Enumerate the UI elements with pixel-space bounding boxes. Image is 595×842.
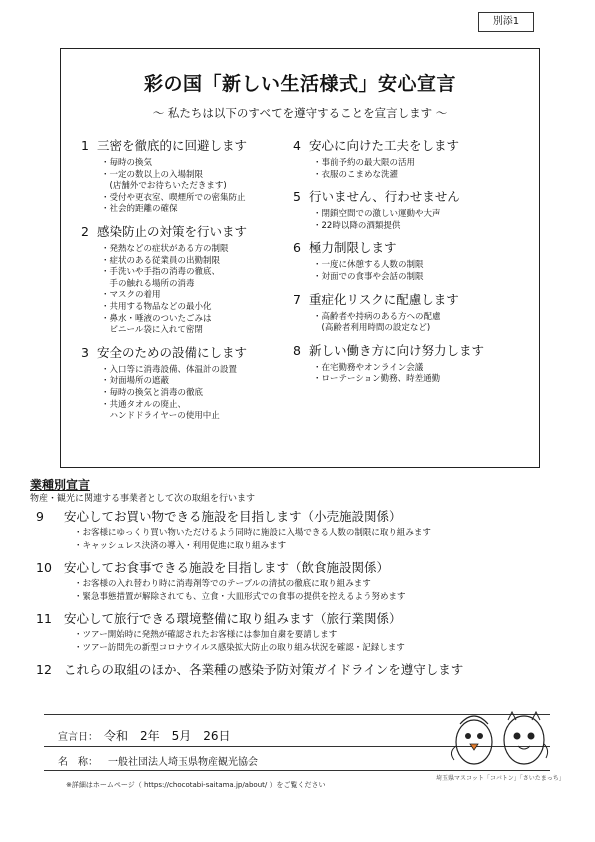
declaration-right-column bbox=[293, 137, 533, 393]
industry-item-number: 9 bbox=[36, 509, 44, 524]
declaration-item-heading-text: 安心に向けた工夫をします bbox=[309, 138, 460, 153]
declaration-item-number: 2 bbox=[81, 223, 89, 239]
declaration-item-4 bbox=[293, 137, 533, 181]
declaration-date bbox=[58, 727, 231, 744]
bullet-item: ・症状のある従業員の出勤制限 bbox=[101, 255, 221, 266]
attachment-tag: 別添1 bbox=[478, 12, 534, 32]
declaration-item-bullets bbox=[293, 158, 533, 181]
declaration-item-heading bbox=[81, 344, 296, 361]
bullet-item: ・対面での食事や会話の制限 bbox=[313, 271, 424, 282]
industry-item-bullets bbox=[30, 578, 570, 604]
declaration-item-heading bbox=[293, 137, 533, 154]
declaration-item-bullets bbox=[293, 312, 533, 335]
industry-item-bullets bbox=[30, 527, 570, 553]
divider-bottom bbox=[44, 770, 550, 771]
declaration-item-number: 5 bbox=[293, 189, 301, 205]
bullet-item: ・高齢者や持病のある方への配慮 bbox=[313, 311, 441, 322]
declarant-label: 名 称： bbox=[58, 757, 98, 768]
declaration-item-number: 7 bbox=[293, 291, 301, 307]
bullet-item: ・マスクの着用 bbox=[101, 290, 161, 301]
bullet-item: ・共用する物品などの最小化 bbox=[101, 301, 212, 312]
industry-section-list bbox=[30, 508, 570, 678]
bullet-item: ・共通タオルの廃止、 bbox=[101, 399, 187, 410]
bullet-item: ・手洗いや手指の消毒の徹底、 bbox=[101, 267, 221, 278]
declaration-item-2 bbox=[81, 223, 296, 337]
declaration-item-5 bbox=[293, 188, 533, 232]
declaration-title: 彩の国「新しい生活様式」安心宣言 bbox=[143, 73, 456, 95]
declaration-item-heading bbox=[293, 188, 533, 205]
bullet-item: ・発熱などの症状がある方の制限 bbox=[101, 243, 229, 254]
declaration-subtitle: ～ 私たちは以下のすべてを遵守することを宣言します ～ bbox=[152, 106, 448, 120]
declaration-item-bullets bbox=[81, 365, 296, 423]
bullet-item: ・お客様の入れ替わり時に消毒剤等でのテーブルの清拭の徹底に取り組みます bbox=[74, 579, 371, 589]
bullet-item: ・社会的距離の確保 bbox=[101, 204, 178, 215]
industry-item-number: 12 bbox=[36, 662, 52, 677]
mascot-caption: 埼玉県マスコット「コバトン」「さいたまっち」 bbox=[436, 775, 565, 782]
bullet-item: ・一度に休憩する人数の制限 bbox=[313, 260, 424, 271]
declaration-item-bullets bbox=[293, 260, 533, 283]
industry-item-heading-text: 安心してお買い物できる施設を目指します（小売施設関係） bbox=[64, 509, 402, 524]
declaration-date-label: 宣言日： bbox=[58, 732, 98, 743]
declarant-name bbox=[58, 753, 258, 768]
bullet-item: ・事前予約の最大限の活用 bbox=[313, 158, 416, 168]
bullet-item: ・毎時の換気と消毒の徹底 bbox=[101, 387, 204, 398]
industry-item-number: 10 bbox=[36, 560, 52, 575]
declaration-item-heading-text: 安全のための設備にします bbox=[97, 344, 248, 360]
industry-item-10 bbox=[30, 559, 570, 604]
industry-item-heading-text: これらの取組のほか、各業種の感染予防対策ガイドラインを遵守します bbox=[64, 662, 464, 677]
bullet-item: ・ツアー訪問先の新型コロナウイルス感染拡大防止の取り組み状況を確認・記録します bbox=[74, 643, 405, 653]
declaration-item-number: 8 bbox=[293, 342, 301, 358]
declaration-item-heading bbox=[293, 239, 533, 256]
declaration-item-number: 3 bbox=[81, 344, 89, 360]
bullet-item: ・お客様にゆっくり買い物いただけるよう同時に施設に入場できる人数の制限に取り組みます bbox=[74, 528, 431, 538]
declaration-item-6 bbox=[293, 239, 533, 283]
declaration-item-1 bbox=[81, 137, 296, 216]
industry-item-number: 11 bbox=[36, 611, 52, 626]
industry-item-11 bbox=[30, 610, 570, 655]
industry-item-heading bbox=[30, 508, 570, 525]
declaration-item-bullets bbox=[293, 363, 533, 386]
industry-heading: 業種別宣言 bbox=[30, 478, 91, 492]
declaration-item-heading-text: 三密を徹底的に回避します bbox=[97, 138, 248, 153]
declaration-item-heading bbox=[293, 342, 533, 359]
industry-intro: 物産・観光に関連する事業者として次の取組を行います bbox=[30, 494, 256, 504]
bullet-item: 手の触れる場所の消毒 bbox=[101, 278, 195, 289]
declaration-item-bullets bbox=[293, 209, 533, 232]
declaration-item-heading-text: 重症化リスクに配慮します bbox=[309, 291, 459, 307]
bullet-item: ビニール袋に入れて密閉 bbox=[101, 325, 203, 336]
declaration-box bbox=[60, 48, 540, 468]
declaration-item-number: 1 bbox=[81, 138, 89, 153]
kobaton-mascot-icon bbox=[451, 716, 492, 764]
bullet-item: ・毎時の換気 bbox=[101, 158, 153, 168]
bullet-item: ・鼻水・唾液のついたごみは bbox=[101, 313, 212, 324]
industry-item-heading-text: 安心してお食事できる施設を目指します（飲食施設関係） bbox=[64, 560, 390, 575]
bullet-item: ・キャッシュレス決済の導入・利用促進に取り組みます bbox=[74, 541, 287, 551]
declaration-item-heading-text: 極力制限します bbox=[309, 240, 397, 256]
declarant-value: 一般社団法人埼玉県物産観光協会 bbox=[108, 757, 258, 768]
declaration-item-heading bbox=[81, 223, 296, 240]
saitamacchi-mascot-icon bbox=[504, 712, 548, 764]
declaration-left-column bbox=[81, 137, 296, 430]
bullet-item: ・在宅勤務やオンライン会議 bbox=[313, 362, 424, 373]
declaration-item-bullets bbox=[81, 158, 296, 216]
bullet-item: ・閉鎖空間での激しい運動や大声 bbox=[313, 209, 441, 220]
bullet-item: ・一定の数以上の入場制限 bbox=[101, 169, 204, 180]
bullet-item: (高齢者利用時間の設定など) bbox=[313, 323, 431, 334]
bullet-item: ・衣服のこまめな洗濯 bbox=[313, 169, 399, 180]
declaration-item-heading-text: 行いません、行わせません bbox=[309, 189, 460, 205]
industry-item-heading-text: 安心して旅行できる環境整備に取り組みます（旅行業関係） bbox=[64, 611, 402, 626]
mascot-illustration bbox=[446, 706, 552, 768]
bullet-item: ・ツアー開始時に発熱が確認されたお客様には参加自粛を要請します bbox=[74, 630, 338, 640]
declaration-item-number: 4 bbox=[293, 138, 301, 153]
industry-item-9 bbox=[30, 508, 570, 553]
bullet-item: ・22時以降の酒類提供 bbox=[313, 220, 401, 231]
industry-item-heading bbox=[30, 559, 570, 576]
bullet-item: ・対面場所の遮蔽 bbox=[101, 376, 170, 387]
declaration-item-3 bbox=[81, 344, 296, 423]
industry-item-bullets bbox=[30, 629, 570, 655]
declaration-date-value: 令和 2年 5月 26日 bbox=[104, 729, 231, 743]
declaration-item-number: 6 bbox=[293, 240, 301, 256]
declaration-item-7 bbox=[293, 291, 533, 335]
declaration-item-heading-text: 新しい働き方に向け努力します bbox=[309, 342, 485, 358]
industry-item-heading bbox=[30, 610, 570, 627]
declaration-item-heading bbox=[81, 137, 296, 154]
declaration-item-heading bbox=[293, 291, 533, 308]
industry-item-12 bbox=[30, 661, 570, 678]
bullet-item: (店舗外でお待ちいただきます) bbox=[101, 181, 227, 192]
declaration-item-heading-text: 感染防止の対策を行います bbox=[97, 223, 248, 239]
bullet-item: ・入口等に消毒設備、体温計の設置 bbox=[101, 364, 238, 375]
bullet-item: ハンドドライヤーの使用中止 bbox=[101, 411, 220, 422]
industry-item-heading bbox=[30, 661, 570, 678]
bullet-item: ・ローテーション勤務、時差通勤 bbox=[313, 374, 441, 385]
footer-note: ※詳細はホームページ（ https://chocotabi-saitama.jp/about/ ）をご覧ください bbox=[66, 781, 326, 789]
declaration-item-bullets bbox=[81, 244, 296, 337]
bullet-item: ・緊急事態措置が解除されても、立食・大皿形式での食事の提供を控えるよう努めます bbox=[74, 592, 406, 602]
declaration-item-8 bbox=[293, 342, 533, 386]
bullet-item: ・受付や更衣室、喫煙所での密集防止 bbox=[101, 192, 246, 203]
industry-declaration bbox=[30, 478, 570, 684]
